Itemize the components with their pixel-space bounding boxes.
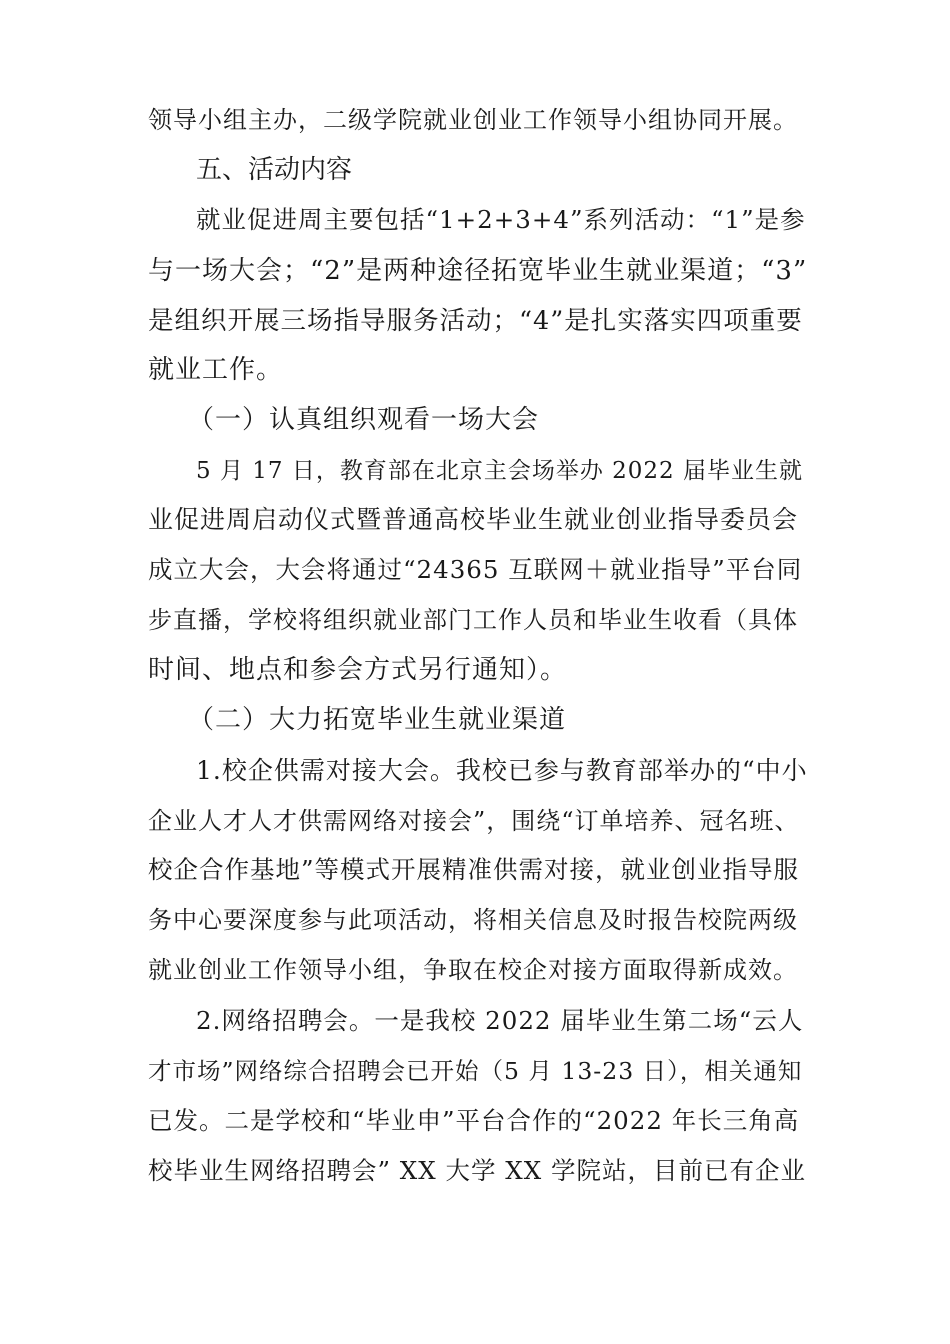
paragraph-line: 领导小组主办，二级学院就业创业工作领导小组协同开展。 xyxy=(148,106,798,134)
subsection-heading: （二）大力拓宽毕业生就业渠道 xyxy=(188,705,567,735)
paragraph-line: 就业工作。 xyxy=(148,355,284,385)
paragraph-line: 才市场”网络综合招聘会已开始（5 月 13-23 日），相关通知 xyxy=(148,1057,803,1085)
paragraph-line: 步直播，学校将组织就业部门工作人员和毕业生收看（具体 xyxy=(148,606,798,634)
paragraph-line: 2.网络招聘会。一是我校 2022 届毕业生第二场“云人 xyxy=(196,1006,804,1035)
paragraph-line: 是组织开展三场指导服务活动；“4”是扎实落实四项重要 xyxy=(148,306,803,336)
paragraph-line: 就业创业工作领导小组，争取在校企对接方面取得新成效。 xyxy=(148,956,798,984)
section-heading: 五、活动内容 xyxy=(196,155,353,185)
paragraph-line: 企业人才人才供需网络对接会”，围绕“订单培养、冠名班、 xyxy=(148,807,800,835)
paragraph-line: 校企合作基地”等模式开展精准供需对接，就业创业指导服 xyxy=(148,855,800,884)
paragraph-line: 校毕业生网络招聘会” XX 大学 XX 学院站，目前已有企业 xyxy=(148,1156,806,1185)
paragraph-line: 5 月 17 日，教育部在北京主会场举办 2022 届毕业生就 xyxy=(196,458,803,484)
paragraph-line: 已发。二是学校和“毕业申”平台合作的“2022 年长三角高 xyxy=(148,1106,800,1135)
paragraph-line: 1.校企供需对接大会。我校已参与教育部举办的“中小 xyxy=(196,756,808,785)
paragraph-line: 务中心要深度参与此项活动，将相关信息及时报告校院两级 xyxy=(148,906,798,934)
paragraph-line: 时间、地点和参会方式另行通知）。 xyxy=(148,655,568,685)
paragraph-line: 与一场大会；“2”是两种途径拓宽毕业生就业渠道；“3” xyxy=(148,256,808,286)
paragraph-line: 业促进周启动仪式暨普通高校毕业生就业创业指导委员会 xyxy=(148,505,799,534)
subsection-heading: （一）认真组织观看一场大会 xyxy=(188,405,540,435)
paragraph-line: 就业促进周主要包括“1+2+3+4”系列活动：“1”是参 xyxy=(196,205,806,234)
paragraph-line: 成立大会，大会将通过“24365 互联网＋就业指导”平台同 xyxy=(148,555,803,584)
